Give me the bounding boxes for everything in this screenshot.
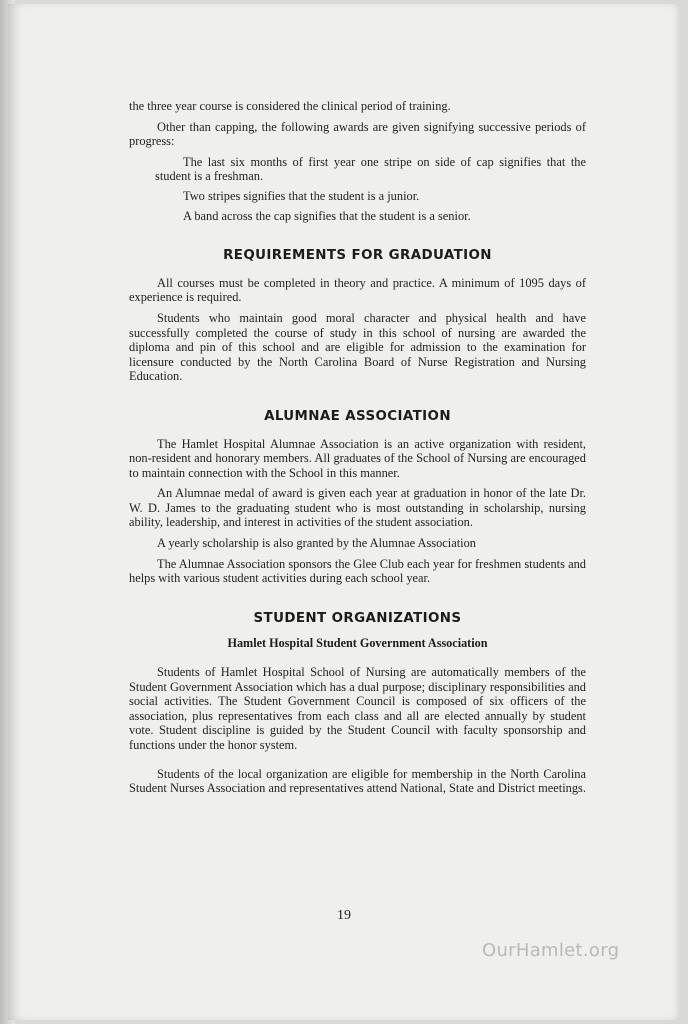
graduation-paragraph-2: Students who maintain good moral character and physical health and have successfully completed the course of study in this school of nursing are awarded the diploma and pin of this school and are eligible for admission to the examination for licensure conducted by the North Carolina Board of Nurse Registration and Nursing Education.	[129, 310, 586, 384]
award-freshman: The last six months of first year one stripe on side of cap signifies that the student is a freshman.	[155, 154, 586, 184]
page-number: 19	[337, 908, 351, 923]
watermark-text: OurHamlet.org	[482, 940, 620, 961]
organizations-paragraph-1: Students of Hamlet Hospital School of Nursing are automatically members of the Student Government Association which has a dual purpose; disciplinary responsibilities and social activities. The Student Government Council is composed of six officers of the association, plus representatives from each class and all are elected annually by student vote. Student discipline is guided by the Student Council with faculty sponsorship and functions under the honor system.	[129, 665, 586, 752]
page-content	[129, 99, 586, 802]
award-senior: A band across the cap signifies that the student is a senior.	[183, 208, 471, 223]
award-junior: Two stripes signifies that the student is a junior.	[183, 188, 420, 203]
awards-list	[155, 155, 586, 223]
alumnae-paragraph-3: A yearly scholarship is also granted by the Alumnae Association	[157, 536, 476, 551]
alumnae-paragraph-1: The Hamlet Hospital Alumnae Association is an active organization with resident, non-resident and honorary members. All graduates of the School of Nursing are encouraged to maintain connection with the School in this manner.	[129, 436, 586, 480]
alumnae-paragraph-4: The Alumnae Association sponsors the Glee Club each year for freshmen students and helps with various student activities during each school year.	[129, 556, 586, 586]
organizations-paragraph-2: Students of the local organization are eligible for membership in the North Carolina Student Nurses Association and representatives attend National, State and District meetings.	[129, 766, 586, 796]
graduation-paragraph-1: All courses must be completed in theory and practice. A minimum of 1095 days of experience is required.	[129, 275, 586, 305]
training-paragraph-1: the three year course is considered the clinical period of training.	[129, 99, 451, 113]
document-page	[8, 4, 680, 1020]
organizations-heading: STUDENT ORGANIZATIONS	[253, 610, 462, 626]
alumnae-heading: ALUMNAE ASSOCIATION	[264, 408, 451, 424]
graduation-heading: REQUIREMENTS FOR GRADUATION	[223, 248, 492, 264]
student-government-subheading: Hamlet Hospital Student Government Association	[227, 636, 488, 651]
training-paragraph-2: Other than capping, the following awards are given signifying successive periods of progress:	[129, 119, 586, 149]
alumnae-paragraph-2: An Alumnae medal of award is given each year at graduation in honor of the late Dr. W. D. James to the graduating student who is most outstanding in scholarship, nursing ability, leadership, and interest in activities of the student association.	[129, 486, 586, 530]
